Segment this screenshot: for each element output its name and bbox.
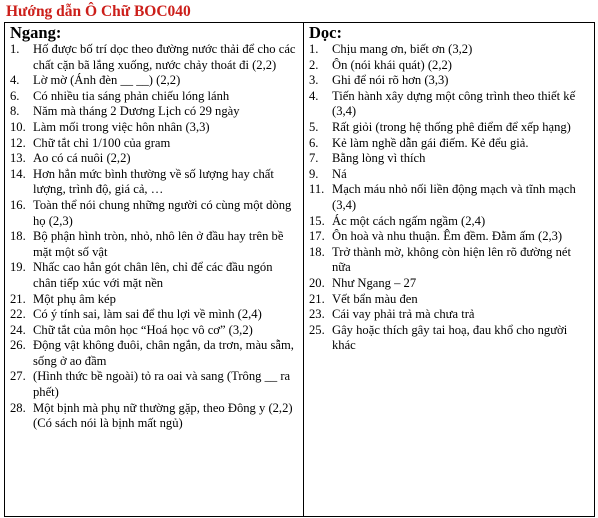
down-clue <box>309 323 590 354</box>
clue-text: Chịu mang ơn, biết ơn (3,2) <box>332 42 473 56</box>
across-clue <box>10 151 299 167</box>
clue-text: Bộ phận hình tròn, nhỏ, nhô lên ở đầu hay trên bề mặt một số vật <box>33 229 284 259</box>
clue-text: Một bịnh mà phụ nữ thường gặp, theo Đông y (2,2) (Có sách nói là bịnh mất ngủ) <box>33 400 293 431</box>
clue-text: Rất giỏi (trong hệ thống phê điểm để xếp hạng) <box>332 119 571 134</box>
clue-number: 8. <box>10 104 20 119</box>
across-clue <box>10 292 299 308</box>
across-clue-list <box>10 42 299 432</box>
clue-text: (Hình thức bề ngoài) tỏ ra oai và sang (Trông __ ra phết) <box>33 369 291 400</box>
clue-number: 21. <box>10 291 26 306</box>
clue-text: Ác một cách ngấm ngầm (2,4) <box>332 213 486 228</box>
down-clue <box>309 58 590 74</box>
clue-text: Có nhiều tia sáng phản chiếu lóng lánh <box>33 88 230 103</box>
clue-number: 9. <box>309 166 319 181</box>
clue-table <box>4 22 595 517</box>
clue-text: Lờ mờ (Ánh đèn __ __) (2,2) <box>33 73 181 88</box>
down-column <box>304 23 594 516</box>
across-clue <box>10 42 299 73</box>
down-clue <box>309 245 590 276</box>
clue-number: 4. <box>10 73 20 88</box>
across-clue <box>10 369 299 400</box>
clue-text: Làm mối trong việc hôn nhân (3,3) <box>33 119 210 134</box>
clue-text: Toàn thể nói chung những người có cùng một dòng họ (2,3) <box>33 197 292 228</box>
page-title: Hướng dẫn Ô Chữ BOC040 <box>6 3 191 20</box>
down-clue-list <box>309 42 590 354</box>
across-column <box>5 23 304 516</box>
across-heading: Ngang: <box>10 23 62 42</box>
down-clue <box>309 42 590 58</box>
clue-text: Ná <box>332 166 347 181</box>
across-clue <box>10 73 299 89</box>
down-clue <box>309 229 590 245</box>
down-clue <box>309 73 590 89</box>
clue-text: Như Ngang – 27 <box>332 275 417 290</box>
clue-text: Ao có cá nuôi (2,2) <box>33 151 131 166</box>
clue-number: 27. <box>10 369 26 384</box>
across-clue <box>10 120 299 136</box>
clue-text: Ôn (nói khái quát) (2,2) <box>332 57 452 72</box>
clue-number: 17. <box>309 229 325 244</box>
clue-text: Gây hoặc thích gây tai hoạ, đau khổ cho người khác <box>332 322 568 353</box>
clue-text: Bằng lòng vì thích <box>332 151 426 166</box>
clue-number: 22. <box>10 307 26 322</box>
down-clue <box>309 89 590 120</box>
down-clue <box>309 182 590 213</box>
clue-number: 18. <box>309 244 325 259</box>
across-clue <box>10 338 299 369</box>
clue-number: 1. <box>309 42 319 56</box>
clue-text: Chữ tắt chỉ 1/100 của gram <box>33 135 171 150</box>
clue-text: Hơn hẳn mức bình thường về số lượng hay chất lượng, trình độ, giá cả, … <box>33 166 274 197</box>
clue-text: Nhấc cao hẳn gót chân lên, chỉ để các đầu ngón chân tiếp xúc với mặt nền <box>33 260 273 290</box>
clue-text: Một phụ âm kép <box>33 291 116 306</box>
clue-number: 7. <box>309 151 319 166</box>
clue-text: Tiến hành xây dựng một công trình theo thiết kế (3,4) <box>332 88 576 119</box>
across-clue <box>10 401 299 432</box>
clue-number: 14. <box>10 166 26 181</box>
across-clue <box>10 104 299 120</box>
clue-number: 23. <box>309 307 325 322</box>
across-clue <box>10 323 299 339</box>
clue-text: Cái vay phải trả mà chưa trả <box>332 307 475 322</box>
clue-text: Có ý tính sai, làm sai để thu lợi về mình (2,4) <box>33 307 262 322</box>
clue-number: 2. <box>309 57 319 72</box>
clue-number: 3. <box>309 73 319 88</box>
clue-text: Vết bẩn màu đen <box>332 291 418 306</box>
down-heading: Dọc: <box>309 23 342 42</box>
clue-number: 11. <box>309 182 325 197</box>
clue-text: Mạch máu nhỏ nối liền động mạch và tĩnh mạch (3,4) <box>332 182 576 212</box>
down-clue <box>309 307 590 323</box>
clue-number: 20. <box>309 275 325 290</box>
clue-number: 6. <box>309 135 319 150</box>
clue-number: 25. <box>309 322 325 337</box>
clue-number: 1. <box>10 42 20 56</box>
clue-number: 10. <box>10 119 26 134</box>
clue-number: 12. <box>10 135 26 150</box>
clue-number: 24. <box>10 322 26 337</box>
across-clue <box>10 167 299 198</box>
clue-number: 13. <box>10 151 26 166</box>
clue-text: Động vật không đuôi, chân ngắn, da trơn, màu sẫm, sống ở ao đầm <box>33 338 294 368</box>
across-clue <box>10 136 299 152</box>
across-clue <box>10 307 299 323</box>
down-clue <box>309 120 590 136</box>
clue-text: Ghi để nói rõ hơn (3,3) <box>332 73 449 88</box>
down-clue <box>309 214 590 230</box>
clue-number: 5. <box>309 119 319 134</box>
clue-number: 18. <box>10 229 26 244</box>
across-clue <box>10 198 299 229</box>
clue-number: 19. <box>10 260 26 275</box>
down-clue <box>309 136 590 152</box>
across-clue <box>10 229 299 260</box>
across-clue <box>10 260 299 291</box>
clue-number: 26. <box>10 338 26 353</box>
clue-number: 6. <box>10 88 20 103</box>
clue-text: Hố được bố trí dọc theo đường nước thải để cho các chất cặn bã lắng xuống, nước chảy thoát đi (2,2) <box>33 42 296 72</box>
clue-number: 15. <box>309 213 325 228</box>
clue-number: 4. <box>309 88 319 103</box>
across-clue <box>10 89 299 105</box>
down-clue <box>309 292 590 308</box>
clue-number: 16. <box>10 197 26 212</box>
down-clue <box>309 276 590 292</box>
clue-number: 21. <box>309 291 325 306</box>
clue-text: Năm mà tháng 2 Dương Lịch có 29 ngày <box>33 104 240 119</box>
clue-text: Trở thành mờ, không còn hiện lên rõ đường nét nữa <box>332 244 572 275</box>
clue-number: 28. <box>10 400 26 415</box>
down-clue <box>309 167 590 183</box>
clue-text: Ôn hoà và nhu thuận. Êm đềm. Đằm ấm (2,3) <box>332 229 563 244</box>
clue-text: Kẻ làm nghề dẫn gái điếm. Kẻ đểu giả. <box>332 135 529 150</box>
down-clue <box>309 151 590 167</box>
clue-text: Chữ tắt của môn học “Hoá học vô cơ” (3,2) <box>33 322 253 337</box>
